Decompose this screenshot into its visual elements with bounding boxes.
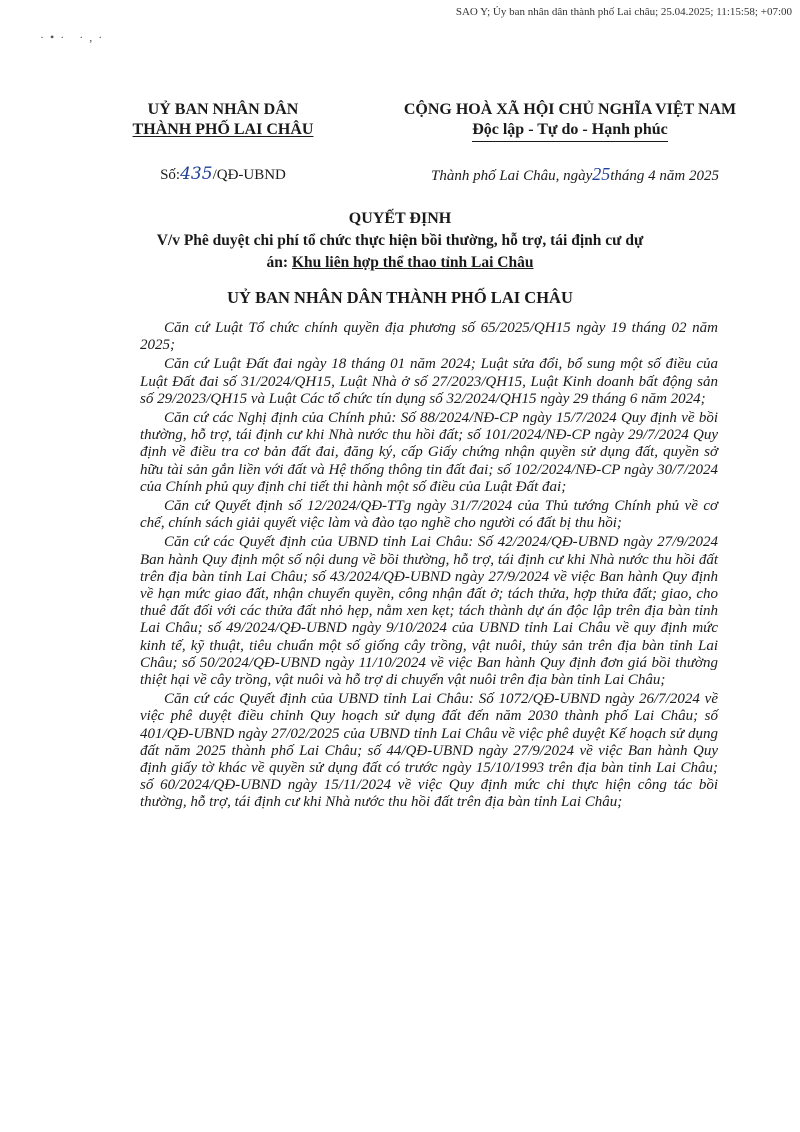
national-header <box>360 100 780 142</box>
legal-basis-paragraph: Căn cứ các Quyết định của UBND tỉnh Lai Châu: Số 1072/QĐ-UBND ngày 26/7/2024 về việc phê duyệt điều chỉnh Quy hoạch sử dụng đất đến năm 2030 thành phố Lai Châu; số 401/QĐ-UBND ngày 27/02/2025 của UBND tỉnh Lai Châu về việc phê duyệt Kế hoạch sử dụng đất năm 2025 thành phố Lai Châu; số 44/QĐ-UBND ngày 27/9/2024 về việc Ban hành Quy định giấy tờ khác về quyền sử dụng đất có trước ngày 15/10/1993 trên địa bàn tỉnh Lai Châu; số 60/2024/QĐ-UBND ngày 15/11/2024 về việc Quy định mức chi thực hiện công tác bồi thường, hỗ trợ, tái định cư khi Nhà nước thu hồi đất trên địa bàn tỉnh Lai Châu; <box>140 691 718 811</box>
subject-line1: V/v Phê duyệt chi phí tổ chức thực hiện bồi thường, hỗ trợ, tái định cư dự <box>156 232 644 249</box>
agency-line2: THÀNH PHỐ LAI CHÂU <box>132 121 314 138</box>
legal-basis-paragraph: Căn cứ Luật Tổ chức chính quyền địa phương số 65/2025/QH15 ngày 19 tháng 02 năm 2025; <box>140 320 718 354</box>
doc-number-prefix: Số: <box>160 167 181 183</box>
agency-line1: UỶ BAN NHÂN DÂN <box>147 101 299 118</box>
issuing-authority-heading: UỶ BAN NHÂN DÂN THÀNH PHỐ LAI CHÂU <box>227 288 573 307</box>
legal-basis-paragraph: Căn cứ Quyết định số 12/2024/QĐ-TTg ngày 31/7/2024 của Thủ tướng Chính phủ về cơ chế, chính sách giải quyết việc làm và đào tạo nghề cho người có đất bị thu hồi; <box>140 498 718 532</box>
issuing-agency <box>108 100 338 140</box>
subject-line2-prefix: án: <box>266 254 292 271</box>
legal-basis-paragraph: Căn cứ Luật Đất đai ngày 18 tháng 01 năm 2024; Luật sửa đổi, bổ sung một số điều của Luật Đất đai số 31/2024/QH15, Luật Nhà ở số 27/2023/QH15, Luật Kinh doanh bất động sản số 29/2023/QH15 và Luật Các tổ chức tín dụng số 32/2024/QH15 ngày 29 tháng 6 năm 2024; <box>140 356 718 407</box>
subject-project-name: Khu liên hợp thể thao tỉnh Lai Châu <box>291 254 534 271</box>
national-motto: Độc lập - Tự do - Hạnh phúc <box>472 120 668 142</box>
document-title: QUYẾT ĐỊNH <box>348 210 452 227</box>
doc-number-handwritten: 435 <box>180 164 213 184</box>
legal-basis-paragraph: Căn cứ các Quyết định của UBND tỉnh Lai Châu: Số 42/2024/QĐ-UBND ngày 27/9/2024 Ban hành Quy định một số nội dung về bồi thường, hỗ trợ, tái định cư khi Nhà nước thu hồi đất trên địa bàn tỉnh Lai Châu; số 43/2024/QĐ-UBND ngày 27/9/2024 về việc Ban hành Quy định về hạn mức giao đất, nhận chuyển quyền, công nhận đất ở; tách thửa, hợp thửa đất; giao, cho thuê đất đối với các thửa đất nhỏ hẹp, nằm xen kẹt; tách thành dự án độc lập trên địa bàn tỉnh Lai Châu; số 49/2024/QĐ-UBND ngày 9/10/2024 của UBND tỉnh Lai Châu về quy định mức kinh tế, kỹ thuật, tiêu chuẩn một số giống cây trồng, vật nuôi, thủy sản trên địa bàn tỉnh Lai Châu; số 50/2024/QĐ-UBND ngày 11/10/2024 về việc Ban hành Quy định đơn giá bồi thường thiệt hại về cây trồng, vật nuôi và hỗ trợ di chuyển vật nuôi trên địa bàn tỉnh Lai Châu; <box>140 534 718 689</box>
legal-basis-section <box>140 320 718 814</box>
national-name: CỘNG HOÀ XÃ HỘI CHỦ NGHĨA VIỆT NAM <box>403 101 737 118</box>
digital-copy-stamp: SAO Y; Ủy ban nhân dân thành phố Lai châu; 25.04.2025; 11:15:58; +07:00 <box>455 6 792 18</box>
date-day-handwritten: 25 <box>592 164 611 184</box>
scan-specks: ·•· ·,· <box>40 30 109 44</box>
legal-basis-paragraph: Căn cứ các Nghị định của Chính phủ: Số 88/2024/NĐ-CP ngày 15/7/2024 Quy định về bồi thường, hỗ trợ, tái định cư khi Nhà nước thu hồi đất; số 101/2024/NĐ-CP ngày 29/7/2024 Quy định về điều tra cơ bản đất đai, đăng ký, cấp Giấy chứng nhận quyền sử dụng đất, quyền sở hữu tài sản gắn liền với đất và Hệ thống thông tin đất đai; số 102/2024/NĐ-CP ngày 30/7/2024 của Chính phủ quy định chi tiết thi hành một số điều của Luật Đất đai; <box>140 410 718 495</box>
place-date-prefix: Thành phố Lai Châu, ngày <box>430 168 593 184</box>
place-and-date <box>370 164 780 185</box>
document-subject <box>120 230 680 274</box>
doc-number-suffix: /QĐ-UBND <box>212 167 286 183</box>
document-number <box>108 164 338 184</box>
place-date-suffix: tháng 4 năm 2025 <box>610 168 719 184</box>
